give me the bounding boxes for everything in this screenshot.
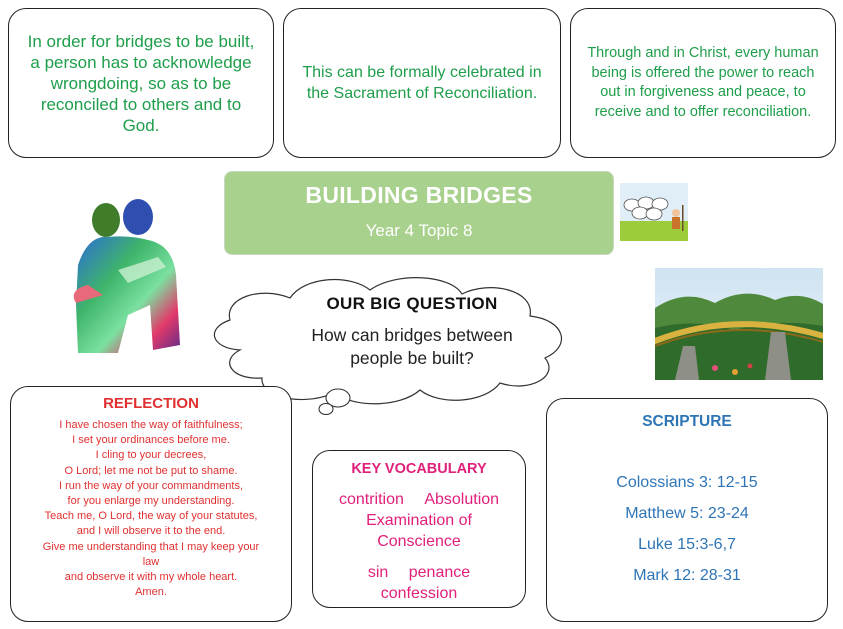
reflection-heading: REFLECTION	[103, 395, 199, 412]
key-vocabulary-box	[312, 450, 526, 608]
title-banner	[224, 171, 614, 255]
info-box-acknowledge-text: In order for bridges to be built, a person has to acknowledge wrongdoing, so as to be reconciled to others and to God.	[27, 31, 255, 135]
vocab-word: Examination of	[366, 512, 472, 529]
vocab-word: Absolution	[424, 491, 500, 508]
info-box-christ	[570, 8, 836, 158]
vocabulary-heading: KEY VOCABULARY	[351, 461, 487, 477]
vocab-word: Conscience	[377, 533, 461, 550]
reflection-line: O Lord; let me not be put to shame.	[64, 464, 238, 477]
page-subtitle: Year 4 Topic 8	[365, 221, 473, 240]
lost-sheep-image	[620, 183, 688, 241]
big-question-heading: OUR BIG QUESTION	[326, 294, 498, 313]
reflection-line: Give me understanding that I may keep your	[42, 540, 260, 553]
scripture-heading: SCRIPTURE	[642, 413, 732, 430]
scripture-ref: Colossians 3: 12-15	[616, 474, 758, 491]
info-box-sacrament	[283, 8, 561, 158]
info-box-christ-text: Through and in Christ, every human being is offered the power to reach out in forgiveness and peace, to receive and to offer reconciliation.	[587, 45, 819, 120]
scripture-ref: Luke 15:3-6,7	[638, 536, 736, 553]
vocab-word: sin	[367, 564, 389, 581]
reflection-line: Teach me, O Lord, the way of your statutes,	[44, 510, 258, 523]
reflection-line: and I will observe it to the end.	[76, 525, 226, 538]
reflection-line: I run the way of your commandments,	[58, 479, 244, 492]
vocab-word: penance	[408, 564, 471, 581]
vocab-word: contrition	[338, 491, 404, 508]
reflection-box	[10, 386, 292, 622]
scripture-ref: Mark 12: 28-31	[633, 567, 741, 584]
big-question-line-1: How can bridges between	[311, 325, 513, 345]
reflection-line: Amen.	[135, 586, 167, 599]
big-question	[262, 294, 562, 370]
reflection-line: for you enlarge my understanding.	[67, 495, 235, 508]
scripture-ref: Matthew 5: 23-24	[625, 505, 749, 522]
golden-bridge-photo	[655, 268, 823, 380]
reflection-line: law	[142, 555, 160, 568]
scripture-box	[546, 398, 828, 622]
reflection-line: I cling to your decrees,	[95, 449, 207, 462]
page-title: BUILDING BRIDGES	[305, 182, 533, 208]
vocab-word: confession	[380, 585, 458, 602]
info-box-sacrament-text: This can be formally celebrated in the Sacrament of Reconciliation.	[302, 64, 542, 102]
hug-silhouette-image	[58, 195, 193, 355]
reflection-line: I set your ordinances before me.	[72, 434, 230, 447]
info-box-acknowledge	[8, 8, 274, 158]
big-question-line-2: people be built?	[350, 348, 474, 368]
reflection-line: and observe it with my whole heart.	[64, 571, 238, 584]
reflection-line: I have chosen the way of faithfulness;	[59, 419, 243, 431]
